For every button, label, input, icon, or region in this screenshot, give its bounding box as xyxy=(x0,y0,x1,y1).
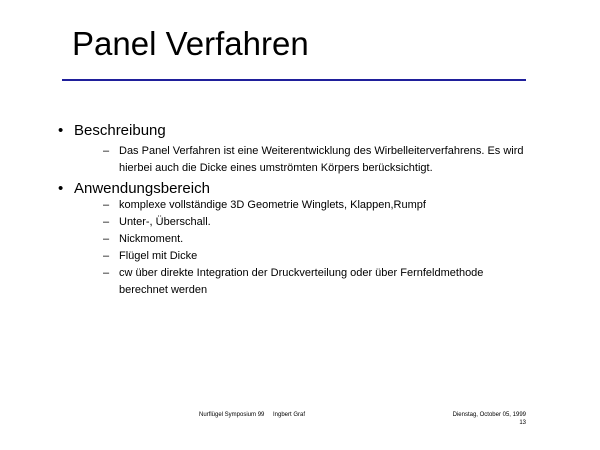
section-heading-label: Beschreibung xyxy=(74,122,166,139)
list-item xyxy=(103,214,529,231)
slide-title: Panel Verfahren xyxy=(72,25,309,62)
list-item xyxy=(103,197,529,214)
list-item-text: cw über direkte Integration der Druckverteilung oder über Fernfeldmethode berechnet werden xyxy=(119,267,484,296)
list-item xyxy=(103,265,529,299)
footer-page-number: 13 xyxy=(519,420,526,426)
list-item xyxy=(103,143,529,177)
list-item-text: komplexe vollständige 3D Geometrie Winglets, Klappen,Rumpf xyxy=(119,199,426,211)
list-item-text: Das Panel Verfahren ist eine Weiterentwicklung des Wirbelleiterverfahrens. Es wird hierbei auch die Dicke eines umströmten Körpers berücksichtigt. xyxy=(119,145,524,174)
list-item-text: Nickmoment. xyxy=(119,233,184,245)
bullet-dot-icon: • xyxy=(58,180,64,197)
section-list-beschreibung xyxy=(103,143,529,177)
dash-bullet-icon: – xyxy=(103,233,110,245)
list-item-text: Unter-, Überschall. xyxy=(119,216,211,228)
list-item-text: Flügel mit Dicke xyxy=(119,250,198,262)
bullet-dot-icon: • xyxy=(58,122,64,139)
footer-author: Ingbert Graf xyxy=(273,412,306,418)
footer-date: Dienstag, October 05, 1999 xyxy=(452,412,526,418)
section-heading-anwendungsbereich xyxy=(58,180,210,198)
section-heading-label: Anwendungsbereich xyxy=(74,180,210,197)
list-item xyxy=(103,248,529,265)
dash-bullet-icon: – xyxy=(103,267,110,279)
dash-bullet-icon: – xyxy=(103,145,110,157)
footer-event: Nurflügel Symposium 99 xyxy=(199,412,265,418)
title-underline xyxy=(62,79,526,81)
dash-bullet-icon: – xyxy=(103,199,110,211)
section-heading-beschreibung xyxy=(58,122,166,140)
dash-bullet-icon: – xyxy=(103,250,110,262)
list-item xyxy=(103,231,529,248)
dash-bullet-icon: – xyxy=(103,216,110,228)
section-list-anwendungsbereich xyxy=(103,197,529,299)
